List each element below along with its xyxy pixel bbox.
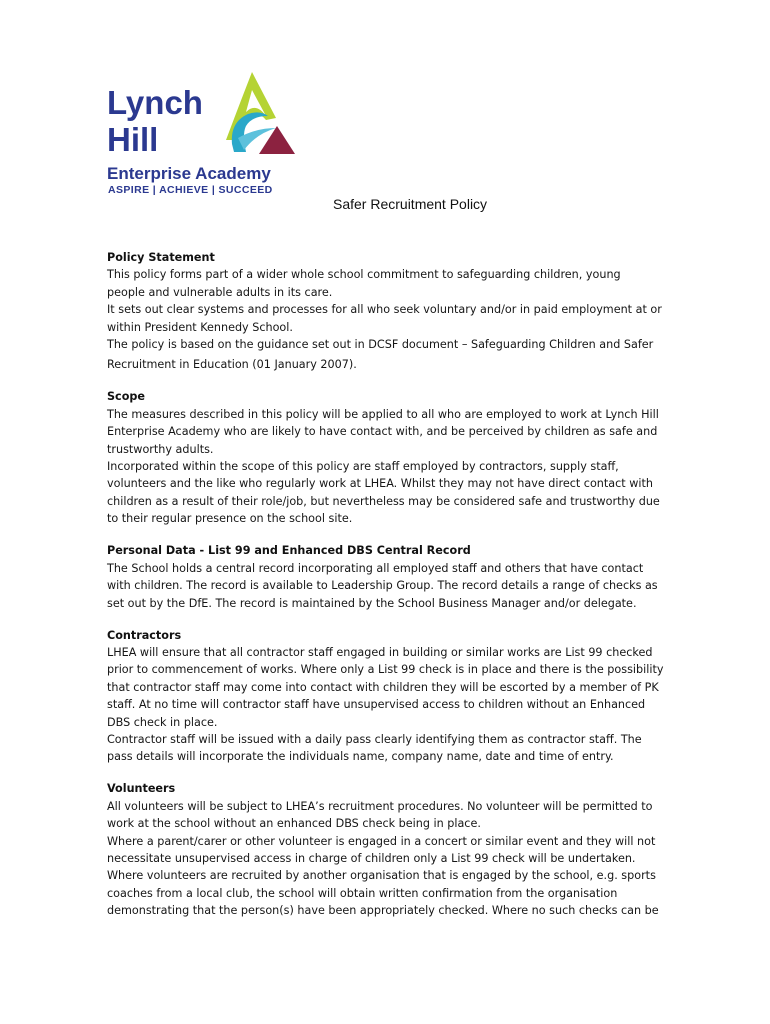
paragraph-line: Enterprise Academy who are likely to have contact with, and be perceived by children as safe and <box>107 425 658 439</box>
paragraph-line: volunteers and the like who regularly work at LHEA. Whilst they may not have direct contact with <box>107 477 653 491</box>
section-personal-data <box>107 542 667 612</box>
paragraph-line: children as a result of their role/job, but nevertheless may be considered safe and trustworthy due <box>107 494 660 508</box>
paragraph-line: The policy is based on the guidance set out in DCSF document – Safeguarding Children and Safer <box>107 338 654 352</box>
logo-tagline: ASPIRE | ACHIEVE | SUCCEED <box>108 184 273 196</box>
paragraph-line: Where a parent/carer or other volunteer is engaged in a concert or similar event and they will not <box>107 834 656 848</box>
paragraph-line: Recruitment in Education (01 January 2007). <box>107 358 357 372</box>
logo-text-lynch: Lynch <box>107 84 203 121</box>
document-title: Safer Recruitment Policy <box>333 196 488 212</box>
paragraph-line: set out by the DfE. The record is maintained by the School Business Manager and/or delegate. <box>107 596 637 610</box>
document-body <box>107 249 667 934</box>
school-logo-graphic <box>106 68 306 198</box>
section-heading: Volunteers <box>107 782 176 796</box>
section-heading: Policy Statement <box>107 251 215 264</box>
paragraph-line: trustworthy adults. <box>107 442 214 456</box>
paragraph-line: demonstrating that the person(s) have been appropriately checked. Where no such checks can be <box>107 904 659 918</box>
logo-text-enterprise-academy: Enterprise Academy <box>107 164 271 183</box>
paragraph-line: with children. The record is available to Leadership Group. The record details a range of checks as <box>107 579 658 593</box>
paragraph-line: staff. At no time will contractor staff have unsupervised access to children without an Enhanced <box>107 698 646 712</box>
paragraph-line: This policy forms part of a wider whole school commitment to safeguarding children, young <box>107 268 621 282</box>
paragraph-line: within President Kennedy School. <box>107 320 293 334</box>
paragraph-line: The School holds a central record incorporating all employed staff and others that have contact <box>107 561 644 575</box>
paragraph-line: The measures described in this policy will be applied to all who are employed to work at Lynch Hill <box>107 407 659 421</box>
school-logo <box>106 68 306 198</box>
paragraph-line: to their regular presence on the school site. <box>107 512 353 526</box>
paragraph-line: work at the school without an enhanced DBS check being in place. <box>107 817 481 831</box>
section-policy-statement <box>107 249 667 374</box>
paragraph-line: Where volunteers are recruited by another organisation that is engaged by the school, e.g. sports <box>107 869 656 883</box>
paragraph-line: LHEA will ensure that all contractor staff engaged in building or similar works are List 99 checked <box>107 645 653 659</box>
paragraph-line: coaches from a local club, the school will obtain written confirmation from the organisation <box>107 886 618 900</box>
paragraph-line: Incorporated within the scope of this policy are staff employed by contractors, supply staff, <box>107 460 619 474</box>
paragraph-line: Contractor staff will be issued with a daily pass clearly identifying them as contractor staff. The <box>107 732 642 746</box>
paragraph-line: people and vulnerable adults in its care. <box>107 285 333 299</box>
section-heading: Scope <box>107 390 145 404</box>
paragraph-line: that contractor staff may come into contact with children they will be escorted by a member of PK <box>107 680 659 694</box>
section-heading: Personal Data - List 99 and Enhanced DBS Central Record <box>107 544 471 558</box>
logo-text-hill: Hill <box>107 121 159 158</box>
section-scope <box>107 388 667 527</box>
section-contractors <box>107 627 667 766</box>
paragraph-line: necessitate unsupervised access in charge of children only a List 99 check will be undertaken. <box>107 851 636 865</box>
paragraph-line: All volunteers will be subject to LHEA’s recruitment procedures. No volunteer will be permitted to <box>107 799 653 813</box>
section-heading: Contractors <box>107 628 182 642</box>
paragraph-line: DBS check in place. <box>107 715 218 729</box>
paragraph-line: It sets out clear systems and processes for all who seek voluntary and/or in paid employment at or <box>107 303 662 317</box>
paragraph-line: prior to commencement of works. Where only a List 99 check is in place and there is the possibility <box>107 663 664 677</box>
paragraph-line: pass details will incorporate the individuals name, company name, date and time of entry. <box>107 750 614 764</box>
section-volunteers <box>107 780 667 919</box>
